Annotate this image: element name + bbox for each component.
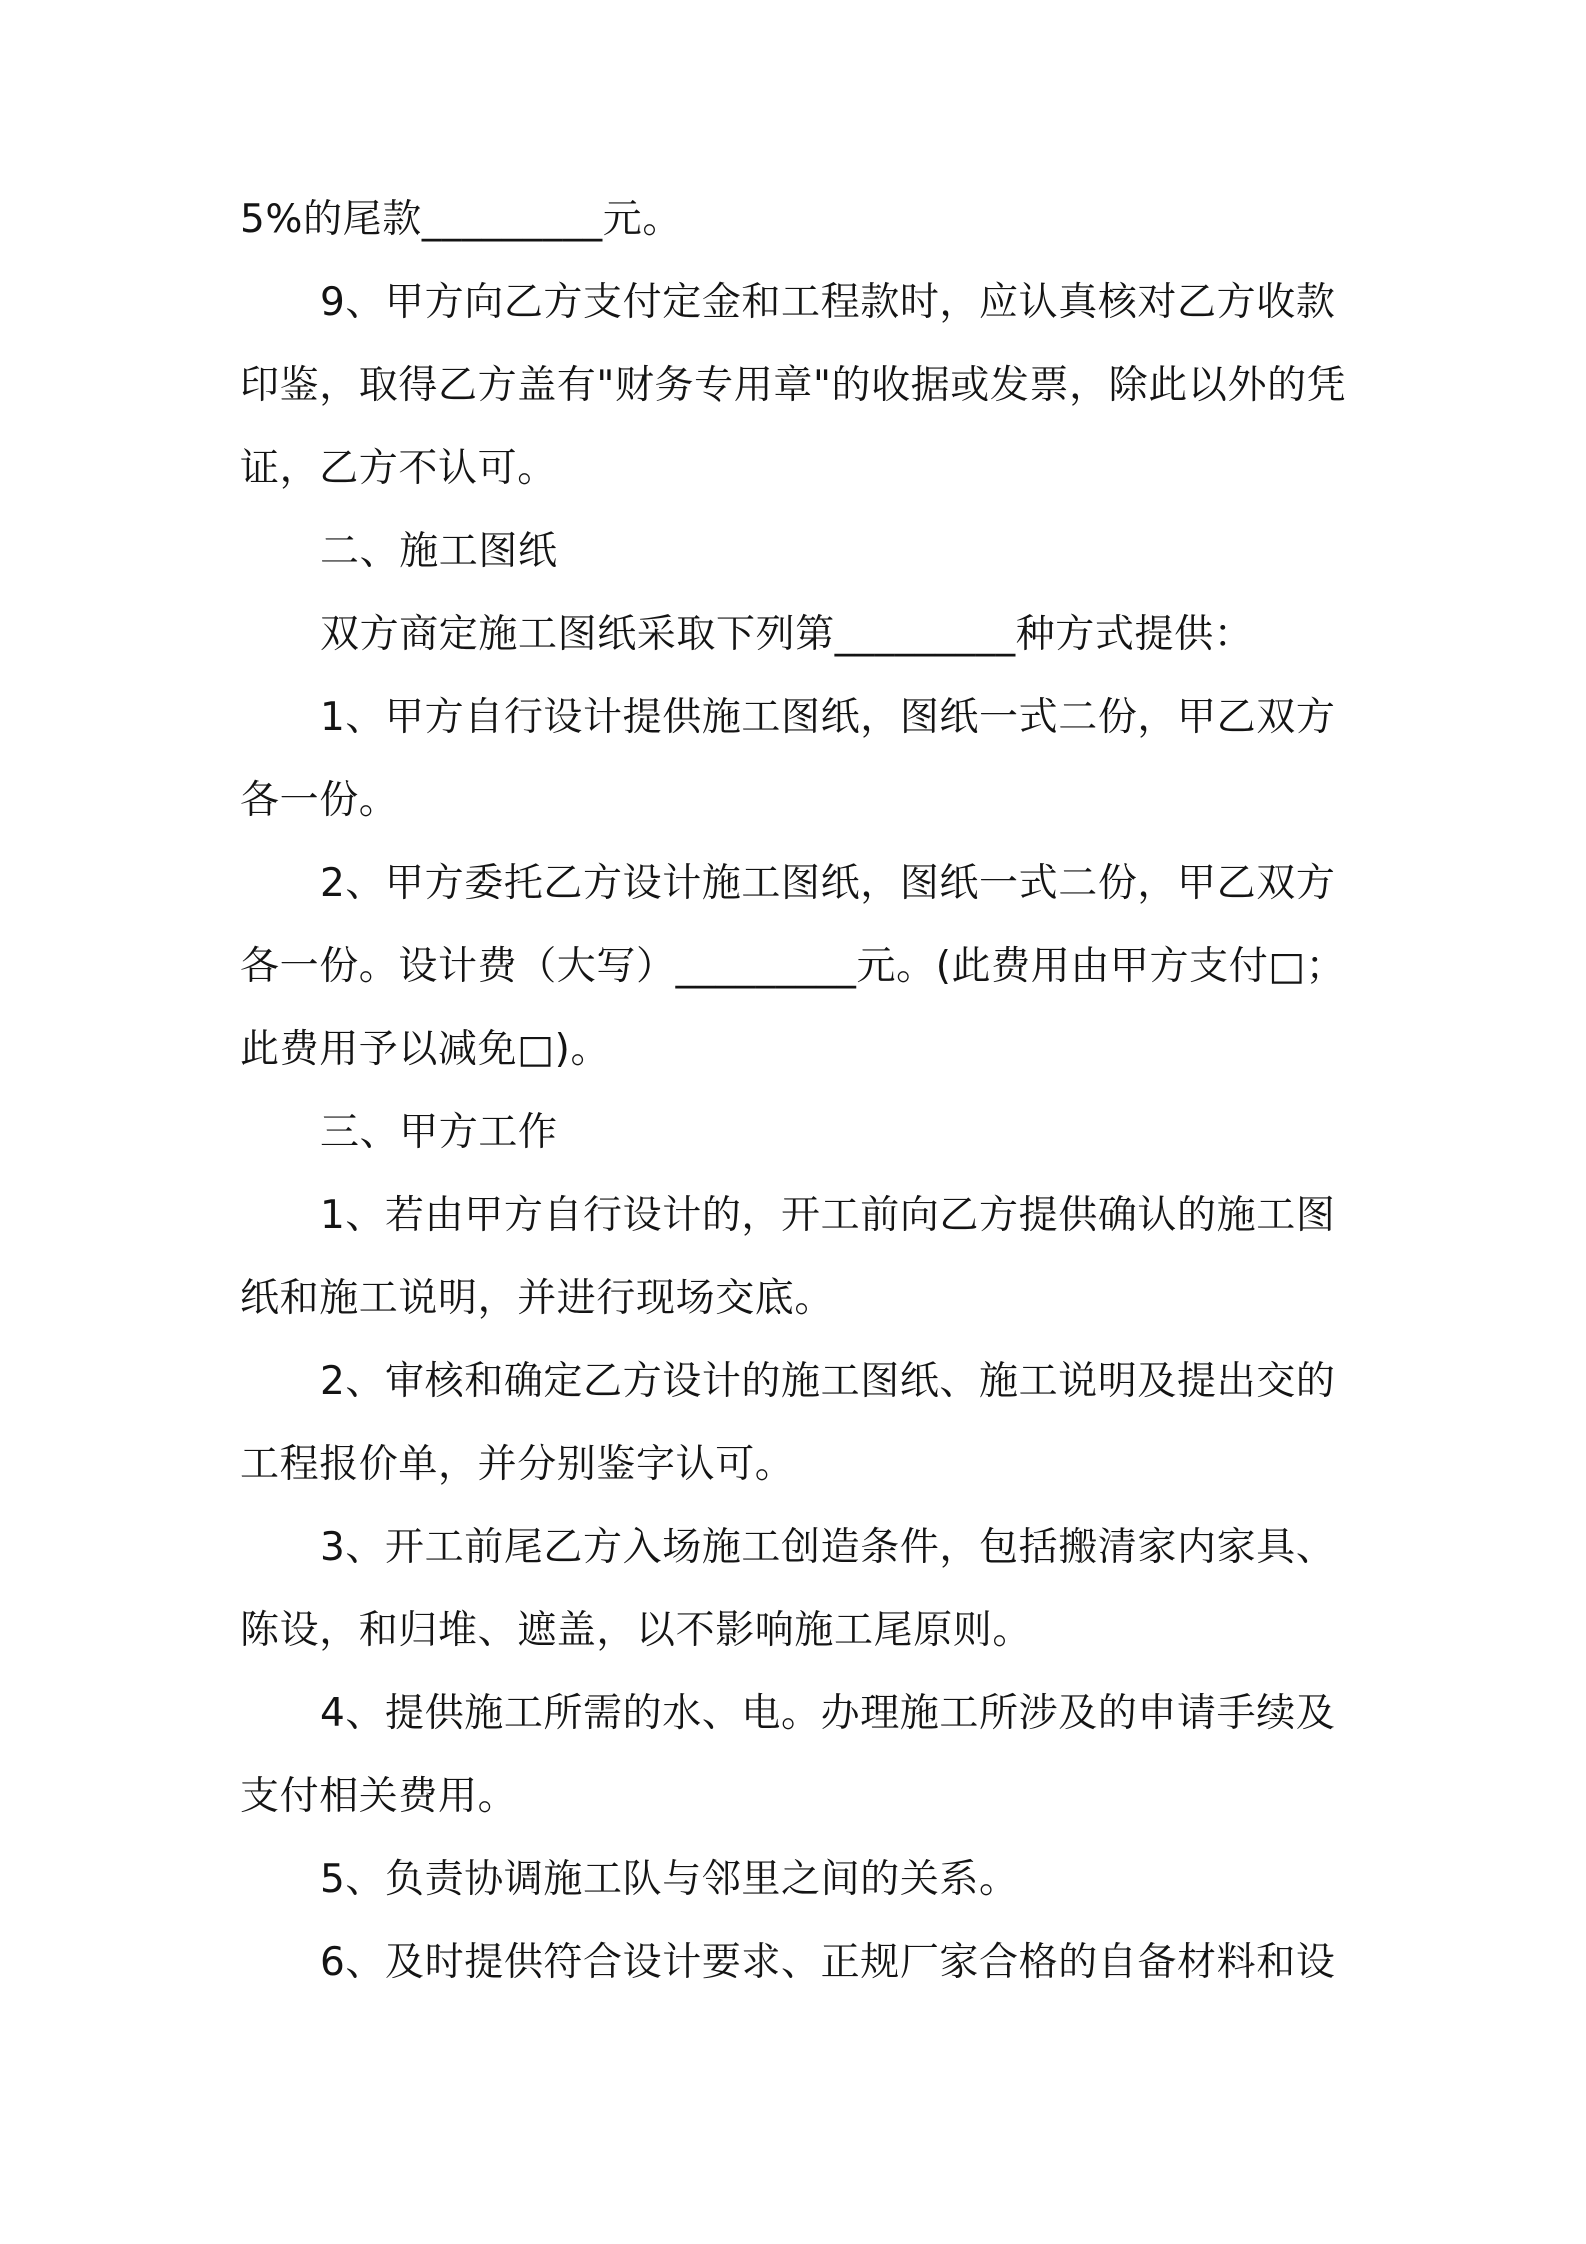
text-line: 工程报价单，并分别鉴字认可。 xyxy=(240,1442,795,1487)
text-line: 2、甲方委托乙方设计施工图纸，图纸一式二份，甲乙双方 xyxy=(320,861,1336,906)
text-line: 陈设，和归堆、遮盖，以不影响施工尾原则。 xyxy=(240,1608,1033,1653)
text-line: 各一份。 xyxy=(240,778,399,823)
text-line: 此费用予以减免□)。 xyxy=(240,1027,611,1072)
text-line: 5、负责协调施工队与邻里之间的关系。 xyxy=(320,1857,1019,1902)
section-heading: 二、施工图纸 xyxy=(320,529,558,574)
text-line: 印鉴，取得乙方盖有"财务专用章"的收据或发票，除此以外的凭 xyxy=(240,363,1347,408)
text-line: 纸和施工说明，并进行现场交底。 xyxy=(240,1276,835,1321)
text-line: 1、甲方自行设计提供施工图纸，图纸一式二份，甲乙双方 xyxy=(320,695,1336,740)
text-line: 双方商定施工图纸采取下列第_________种方式提供： xyxy=(320,612,1254,657)
section-heading: 三、甲方工作 xyxy=(320,1110,558,1155)
text-line: 5%的尾款_________元。 xyxy=(240,197,682,242)
text-line: 9、甲方向乙方支付定金和工程款时，应认真核对乙方收款 xyxy=(320,280,1336,325)
text-line: 3、开工前尾乙方入场施工创造条件，包括搬清家内家具、 xyxy=(320,1525,1336,1570)
text-line: 6、及时提供符合设计要求、正规厂家合格的自备材料和设 xyxy=(320,1940,1336,1985)
text-line: 4、提供施工所需的水、电。办理施工所涉及的申请手续及 xyxy=(320,1691,1336,1736)
text-line: 证，乙方不认可。 xyxy=(240,446,557,491)
text-line: 各一份。设计费（大写）_________元。(此费用由甲方支付□； xyxy=(240,944,1346,989)
text-line: 2、审核和确定乙方设计的施工图纸、施工说明及提出交的 xyxy=(320,1359,1336,1404)
text-line: 1、若由甲方自行设计的，开工前向乙方提供确认的施工图 xyxy=(320,1193,1336,1238)
text-line: 支付相关费用。 xyxy=(240,1774,518,1819)
